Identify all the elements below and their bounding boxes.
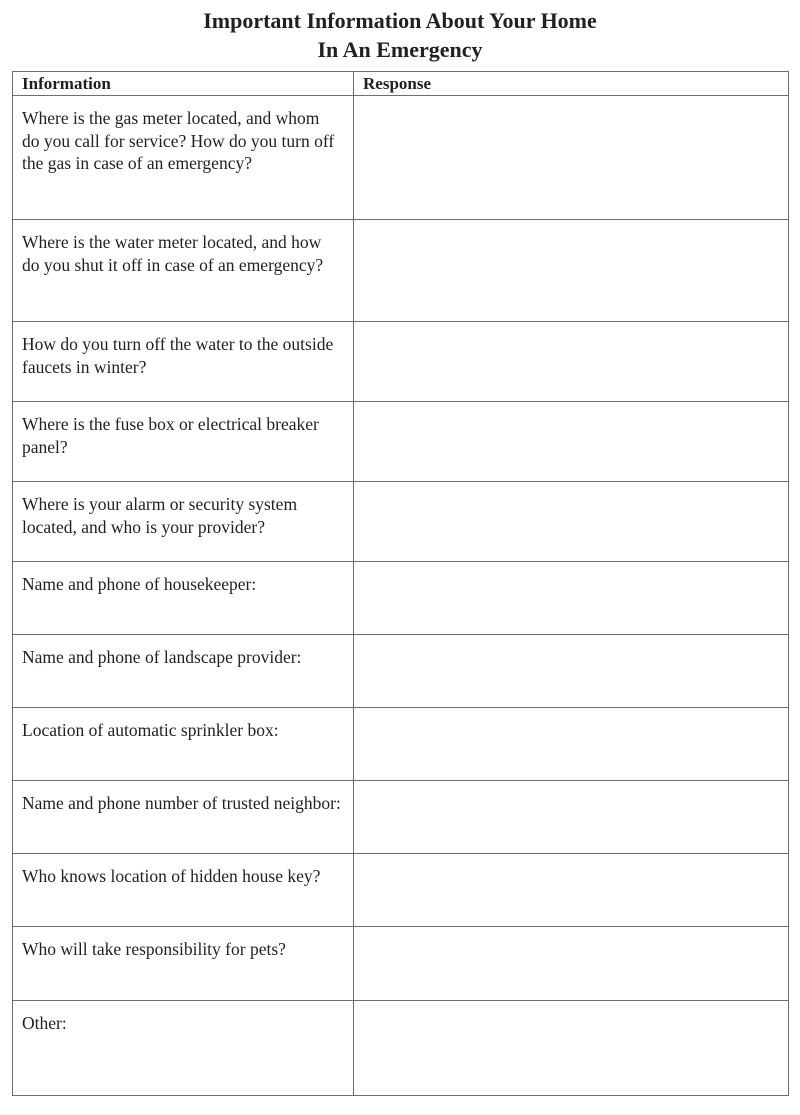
response-cell[interactable] (354, 96, 789, 220)
column-header-information: Information (13, 72, 354, 96)
question-cell: Who will take responsibility for pets? (13, 927, 354, 1001)
table-row (13, 402, 789, 482)
response-cell[interactable] (354, 402, 789, 482)
table-row (13, 220, 789, 322)
table-row (13, 927, 789, 1001)
question-cell: Other: (13, 1001, 354, 1096)
table-row (13, 562, 789, 635)
table-row (13, 781, 789, 854)
question-cell: Where is the gas meter located, and whom do you call for service? How do you turn off the gas in case of an emergency? (13, 96, 354, 220)
response-cell[interactable] (354, 927, 789, 1001)
table-row (13, 854, 789, 927)
question-cell: Where is the water meter located, and how do you shut it off in case of an emergency? (13, 220, 354, 322)
table-row (13, 322, 789, 402)
title-line-2: In An Emergency (317, 37, 483, 62)
column-header-response: Response (354, 72, 789, 96)
question-cell: Who knows location of hidden house key? (13, 854, 354, 927)
question-cell: Name and phone of landscape provider: (13, 635, 354, 708)
response-cell[interactable] (354, 781, 789, 854)
header-row (13, 72, 789, 96)
title-line-1: Important Information About Your Home (203, 8, 597, 33)
response-cell[interactable] (354, 220, 789, 322)
response-cell[interactable] (354, 562, 789, 635)
question-cell: Location of automatic sprinkler box: (13, 708, 354, 781)
response-cell[interactable] (354, 482, 789, 562)
response-cell[interactable] (354, 635, 789, 708)
response-cell[interactable] (354, 322, 789, 402)
question-cell: Name and phone number of trusted neighbor: (13, 781, 354, 854)
table-row (13, 708, 789, 781)
question-cell: Where is your alarm or security system located, and who is your provider? (13, 482, 354, 562)
table-row (13, 1001, 789, 1096)
response-cell[interactable] (354, 1001, 789, 1096)
table-row (13, 482, 789, 562)
emergency-info-table (12, 71, 789, 1096)
question-cell: Name and phone of housekeeper: (13, 562, 354, 635)
response-cell[interactable] (354, 854, 789, 927)
question-cell: Where is the fuse box or electrical breaker panel? (13, 402, 354, 482)
table-row (13, 635, 789, 708)
table-row (13, 96, 789, 220)
question-cell: How do you turn off the water to the outside faucets in winter? (13, 322, 354, 402)
page-title (0, 6, 800, 64)
response-cell[interactable] (354, 708, 789, 781)
